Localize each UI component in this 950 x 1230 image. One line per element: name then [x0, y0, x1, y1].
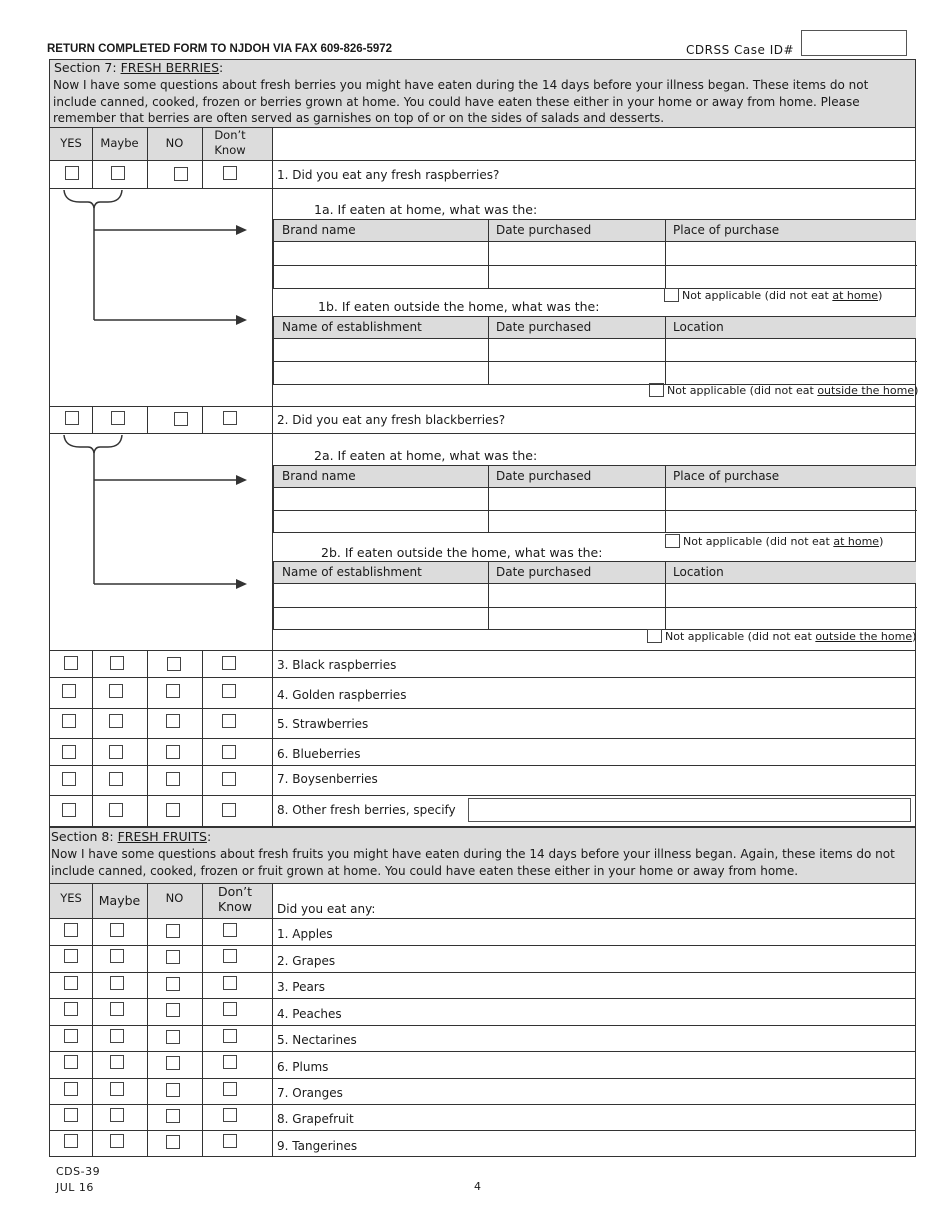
item6-yes-checkbox[interactable]	[62, 745, 76, 759]
fruit5-maybe-checkbox[interactable]	[110, 1029, 124, 1043]
item7-no-checkbox[interactable]	[166, 772, 180, 786]
item8-maybe-checkbox[interactable]	[109, 803, 123, 817]
fruit7-yes-checkbox[interactable]	[64, 1082, 78, 1096]
s8-col-no: NO	[165, 891, 184, 905]
item5-dont-know-checkbox[interactable]	[222, 714, 236, 728]
fruit3-no-checkbox[interactable]	[166, 977, 180, 991]
q2b-table	[273, 561, 916, 630]
fruit1-maybe-checkbox[interactable]	[110, 923, 124, 937]
item5-yes-checkbox[interactable]	[62, 714, 76, 728]
q2a-not-applicable[interactable]: Not applicable (did not eat at home)	[665, 534, 883, 548]
q2a-col-place: Place of purchase	[665, 466, 916, 488]
item5-maybe-checkbox[interactable]	[109, 714, 123, 728]
item6-label: 6. Blueberries	[277, 747, 361, 761]
fruit4-no-checkbox[interactable]	[166, 1003, 180, 1017]
s8-col-dont-know: Don’t Know	[217, 884, 253, 914]
q1-no-checkbox[interactable]	[174, 167, 188, 181]
q1-maybe-checkbox[interactable]	[111, 166, 125, 180]
fruit6-no-checkbox[interactable]	[166, 1056, 180, 1070]
q2-dont-know-checkbox[interactable]	[223, 411, 237, 425]
fruit6-dont-know-checkbox[interactable]	[223, 1055, 237, 1069]
fruit6-maybe-checkbox[interactable]	[110, 1055, 124, 1069]
col-yes: YES	[60, 136, 82, 150]
fruit2-maybe-checkbox[interactable]	[110, 949, 124, 963]
fruit6-yes-checkbox[interactable]	[64, 1055, 78, 1069]
fruit2-label: 2. Grapes	[277, 954, 336, 968]
fruit9-dont-know-checkbox[interactable]	[223, 1134, 237, 1148]
fruit6-label: 6. Plums	[277, 1060, 329, 1074]
q2a-col-date: Date purchased	[488, 466, 665, 488]
col-maybe: Maybe	[100, 136, 139, 150]
q1a-table	[273, 219, 916, 289]
item8-specify-input[interactable]	[468, 798, 911, 822]
q2b-col-location: Location	[665, 562, 916, 584]
page-number: 4	[474, 1180, 482, 1193]
fruit5-label: 5. Nectarines	[277, 1033, 357, 1047]
fruit8-yes-checkbox[interactable]	[64, 1108, 78, 1122]
item5-label: 5. Strawberries	[277, 717, 369, 731]
item4-dont-know-checkbox[interactable]	[222, 684, 236, 698]
item8-yes-checkbox[interactable]	[62, 803, 76, 817]
section7-title: Section 7: FRESH BERRIES:	[54, 60, 224, 75]
case-id-input[interactable]	[801, 30, 907, 56]
col-no: NO	[165, 136, 184, 150]
fruit2-no-checkbox[interactable]	[166, 950, 180, 964]
q1a-label: 1a. If eaten at home, what was the:	[314, 202, 538, 217]
fruit1-label: 1. Apples	[277, 927, 333, 941]
fruit3-yes-checkbox[interactable]	[64, 976, 78, 990]
fruit4-label: 4. Peaches	[277, 1007, 342, 1021]
fruit2-yes-checkbox[interactable]	[64, 949, 78, 963]
fruit5-yes-checkbox[interactable]	[64, 1029, 78, 1043]
q2a-col-brand: Brand name	[274, 466, 488, 488]
q1b-na-checkbox[interactable]	[649, 383, 664, 397]
item3-maybe-checkbox[interactable]	[110, 656, 124, 670]
q1a-na-checkbox[interactable]	[664, 288, 679, 302]
q2b-na-checkbox[interactable]	[647, 629, 662, 643]
fruit7-maybe-checkbox[interactable]	[110, 1082, 124, 1096]
q2a-label: 2a. If eaten at home, what was the:	[314, 448, 538, 463]
s8-col-yes: YES	[60, 891, 82, 905]
q2b-label: 2b. If eaten outside the home, what was the:	[321, 545, 603, 560]
fruit3-label: 3. Pears	[277, 980, 325, 994]
q1b-col-establishment: Name of establishment	[274, 317, 488, 339]
fruit1-no-checkbox[interactable]	[166, 924, 180, 938]
fruit9-label: 9. Tangerines	[277, 1139, 358, 1153]
item8-dont-know-checkbox[interactable]	[222, 803, 236, 817]
q2-label: 2. Did you eat any fresh blackberries?	[277, 413, 506, 427]
q1-label: 1. Did you eat any fresh raspberries?	[277, 168, 500, 182]
case-id-label: CDRSS Case ID#	[686, 43, 795, 57]
q1a-col-brand: Brand name	[274, 220, 488, 242]
fruit5-no-checkbox[interactable]	[166, 1030, 180, 1044]
item3-dont-know-checkbox[interactable]	[222, 656, 236, 670]
fruit9-no-checkbox[interactable]	[166, 1135, 180, 1149]
col-dont-know: Don’t Know	[214, 128, 246, 157]
q1-dont-know-checkbox[interactable]	[223, 166, 237, 180]
q2a-table	[273, 465, 916, 533]
fruit8-no-checkbox[interactable]	[166, 1109, 180, 1123]
fruit8-label: 8. Grapefruit	[277, 1112, 354, 1126]
fruit3-dont-know-checkbox[interactable]	[223, 976, 237, 990]
q2-yes-checkbox[interactable]	[65, 411, 79, 425]
item3-yes-checkbox[interactable]	[64, 656, 78, 670]
item4-no-checkbox[interactable]	[166, 684, 180, 698]
item4-yes-checkbox[interactable]	[62, 684, 76, 698]
q1b-col-location: Location	[665, 317, 916, 339]
item3-no-checkbox[interactable]	[167, 657, 181, 671]
return-instructions: RETURN COMPLETED FORM TO NJDOH VIA FAX 609-826-5972	[47, 43, 393, 55]
item7-yes-checkbox[interactable]	[62, 772, 76, 786]
item6-maybe-checkbox[interactable]	[109, 745, 123, 759]
section8-title: Section 8: FRESH FRUITS:	[51, 829, 212, 844]
fruit7-label: 7. Oranges	[277, 1086, 343, 1100]
fruit9-yes-checkbox[interactable]	[64, 1134, 78, 1148]
item7-label: 7. Boysenberries	[277, 772, 378, 786]
q2b-not-applicable[interactable]: Not applicable (did not eat outside the home)	[647, 629, 916, 643]
q1-branch-arrows	[60, 188, 260, 338]
q2-maybe-checkbox[interactable]	[111, 411, 125, 425]
q1b-label: 1b. If eaten outside the home, what was the:	[318, 299, 600, 314]
item4-maybe-checkbox[interactable]	[109, 684, 123, 698]
q2b-col-date: Date purchased	[488, 562, 665, 584]
fruit9-maybe-checkbox[interactable]	[110, 1134, 124, 1148]
item7-maybe-checkbox[interactable]	[109, 772, 123, 786]
item4-label: 4. Golden raspberries	[277, 688, 407, 702]
s8-did-you-eat: Did you eat any:	[277, 902, 376, 916]
q2-no-checkbox[interactable]	[174, 412, 188, 426]
fruit4-yes-checkbox[interactable]	[64, 1002, 78, 1016]
form-date: JUL 16	[56, 1181, 94, 1194]
fruit7-dont-know-checkbox[interactable]	[223, 1082, 237, 1096]
fruit4-dont-know-checkbox[interactable]	[223, 1002, 237, 1016]
item3-label: 3. Black raspberries	[277, 658, 397, 672]
fruit5-dont-know-checkbox[interactable]	[223, 1029, 237, 1043]
s8-col-maybe: Maybe	[98, 893, 141, 908]
q1a-col-date: Date purchased	[488, 220, 665, 242]
q1b-table	[273, 316, 916, 385]
item8-label: 8. Other fresh berries, specify	[277, 803, 456, 817]
form-id: CDS-39	[56, 1165, 101, 1178]
item7-dont-know-checkbox[interactable]	[222, 772, 236, 786]
fruit8-dont-know-checkbox[interactable]	[223, 1108, 237, 1122]
fruit7-no-checkbox[interactable]	[166, 1083, 180, 1097]
q1a-col-place: Place of purchase	[665, 220, 916, 242]
item6-no-checkbox[interactable]	[166, 745, 180, 759]
item6-dont-know-checkbox[interactable]	[222, 745, 236, 759]
q1-yes-checkbox[interactable]	[65, 166, 79, 180]
section8-intro: Now I have some questions about fresh fruits you might have eaten during the 14 days before your illness began. Again, these items do not include canned, cooked, frozen or fruit grown at home. You could have eaten these either in your home or away from home.	[51, 847, 895, 878]
fruit2-dont-know-checkbox[interactable]	[223, 949, 237, 963]
fruit3-maybe-checkbox[interactable]	[110, 976, 124, 990]
item5-no-checkbox[interactable]	[166, 714, 180, 728]
q1a-not-applicable[interactable]: Not applicable (did not eat at home)	[664, 288, 882, 302]
fruit4-maybe-checkbox[interactable]	[110, 1002, 124, 1016]
q1b-not-applicable[interactable]: Not applicable (did not eat outside the home)	[649, 383, 918, 397]
fruit1-dont-know-checkbox[interactable]	[223, 923, 237, 937]
item8-no-checkbox[interactable]	[166, 803, 180, 817]
section7-intro: Now I have some questions about fresh berries you might have eaten during the 14 days before your illness began. These items do not include canned, cooked, frozen or berries grown at home. You could have eaten these either in your home or away from home. Please remember that berries are often served as garnishes on top of or on the sides of salads and desserts.	[53, 78, 869, 125]
q2b-col-establishment: Name of establishment	[274, 562, 488, 584]
q1b-col-date: Date purchased	[488, 317, 665, 339]
q2a-na-checkbox[interactable]	[665, 534, 680, 548]
q2-branch-arrows	[60, 433, 260, 593]
fruit8-maybe-checkbox[interactable]	[110, 1108, 124, 1122]
fruit1-yes-checkbox[interactable]	[64, 923, 78, 937]
